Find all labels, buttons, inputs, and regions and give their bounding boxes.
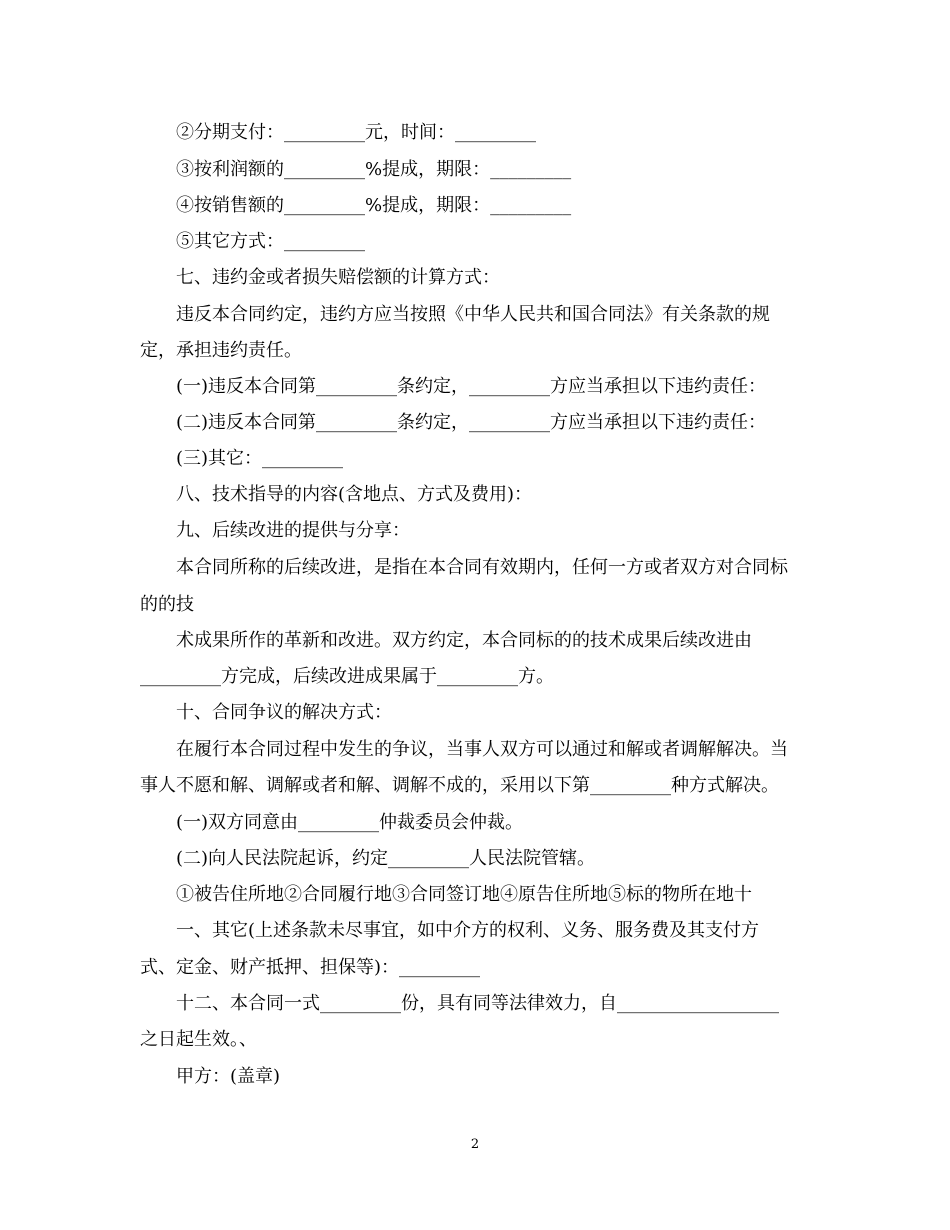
text-line: (二)违反本合同第_________条约定，_________方应当承担以下违约责任： — [176, 412, 767, 433]
signature-line: 甲方：(盖章) — [176, 1066, 281, 1087]
text-line: 的的技 — [140, 594, 194, 615]
text-line: ③按利润额的_________%提成，期限：_________ — [176, 159, 572, 180]
text-line: 违反本合同约定，违约方应当按照《中华人民共和国合同法》有关条款的规 — [176, 304, 770, 325]
text-line: 术成果所作的革新和改进。双方约定，本合同标的的技术成果后续改进由 — [176, 630, 752, 651]
section-heading: 十二、本合同一式_________份，具有同等法律效力，自__________________ — [176, 993, 779, 1014]
section-heading: 七、违约金或者损失赔偿额的计算方式： — [176, 267, 500, 288]
text-line: (一)双方同意由_________仲裁委员会仲裁。 — [176, 812, 524, 833]
text-line: (二)向人民法院起诉，约定_________人民法院管辖。 — [176, 848, 596, 869]
text-line: ②分期支付：_________元，时间：_________ — [176, 122, 536, 143]
text-line: (三)其它：_________ — [176, 448, 344, 469]
text-line: ⑤其它方式：_________ — [176, 231, 365, 252]
text-line: 在履行本合同过程中发生的争议，当事人双方可以通过和解或者调解解决。当 — [176, 739, 788, 760]
page-number: 2 — [470, 1137, 480, 1152]
text-line: ①被告住所地②合同履行地③合同签订地④原告住所地⑤标的物所在地十 — [176, 884, 752, 905]
text-line: 定，承担违约责任。 — [140, 340, 302, 361]
section-heading: 十、合同争议的解决方式： — [176, 702, 392, 723]
section-heading: 九、后续改进的提供与分享： — [176, 520, 410, 541]
section-heading: 八、技术指导的内容(含地点、方式及费用)： — [176, 484, 533, 505]
text-line: (一)违反本合同第_________条约定，_________方应当承担以下违约责任： — [176, 376, 767, 397]
text-line: 式、定金、财产抵押、担保等)：_________ — [140, 957, 481, 978]
text-line: 本合同所称的后续改进，是指在本合同有效期内，任何一方或者双方对合同标 — [176, 557, 788, 578]
text-line: _________方完成，后续改进成果属于_________方。 — [140, 666, 554, 687]
text-line: ④按销售额的_________%提成，期限：_________ — [176, 195, 572, 216]
text-line: 之日起生效。、 — [140, 1029, 257, 1050]
text-line: 事人不愿和解、调解或者和解、调解不成的，采用以下第_________种方式解决。 — [140, 775, 779, 796]
section-heading: 一、其它(上述条款未尽事宜，如中介方的权利、义务、服务费及其支付方 — [176, 920, 760, 941]
